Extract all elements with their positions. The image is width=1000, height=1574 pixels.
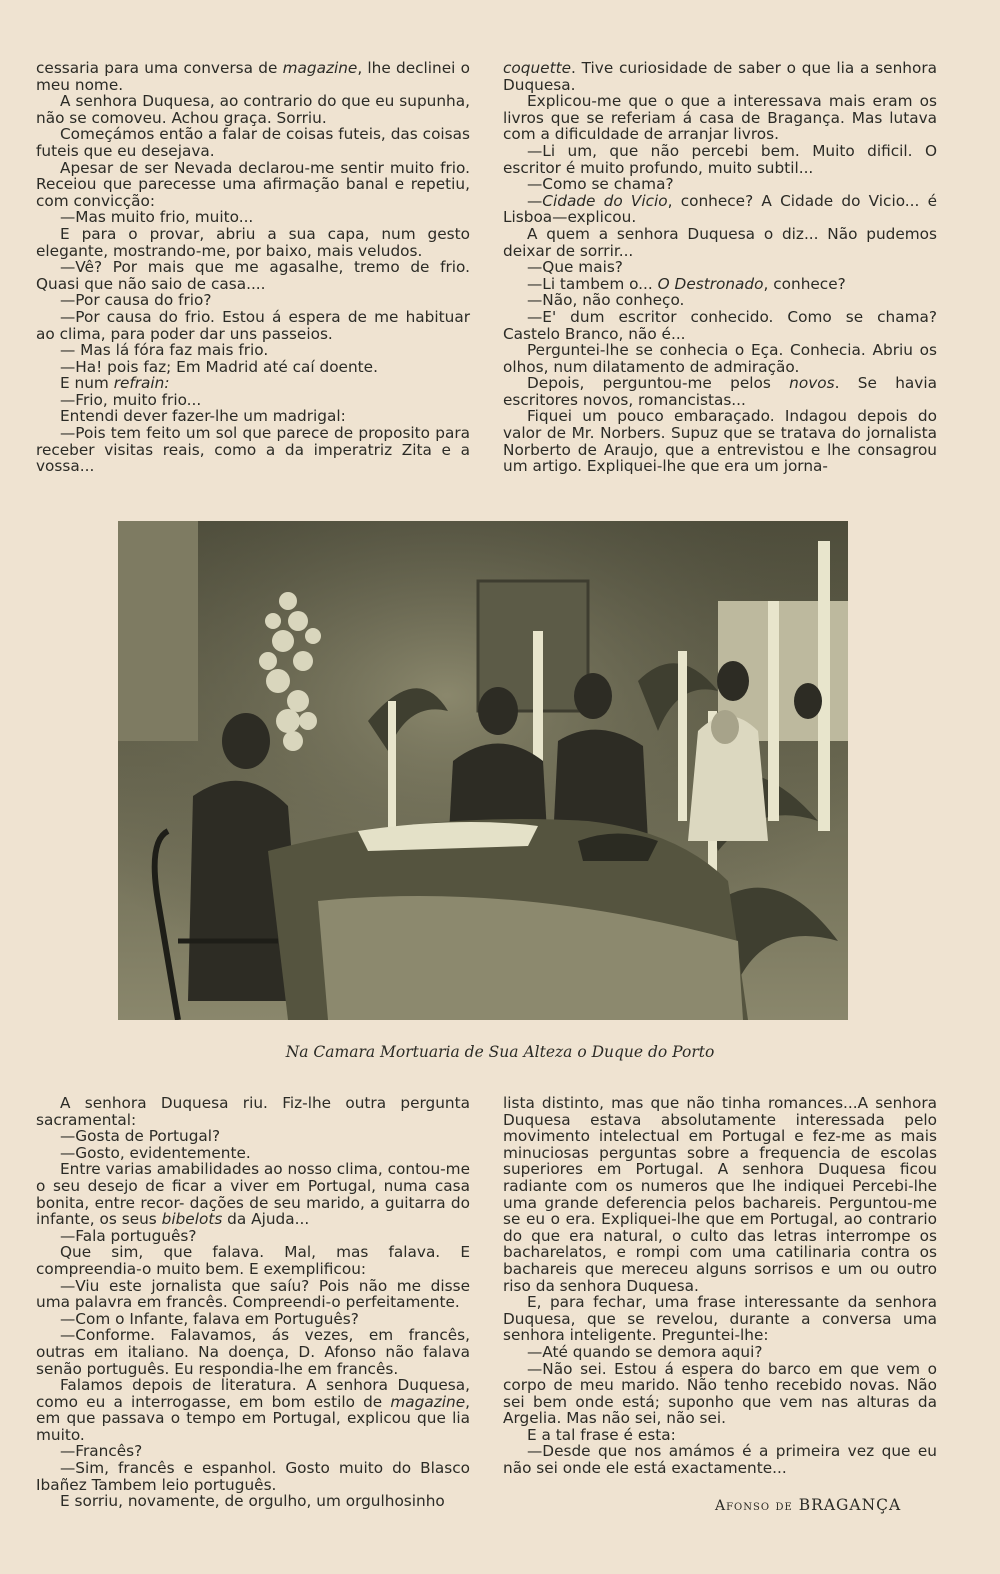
- paragraph: [36, 1095, 470, 1128]
- text-column-bottom-left: [36, 1095, 470, 1510]
- paragraph-text: —Que mais?: [527, 258, 623, 277]
- paragraph: [36, 375, 470, 392]
- paragraph: [36, 1327, 470, 1377]
- italic-term: magazine: [390, 1392, 466, 1411]
- paragraph-text-tail: , lhe declinei o meu nome.: [36, 59, 470, 94]
- paragraph: [503, 1344, 937, 1361]
- paragraph-text: —Pois tem feito um sol que parece de proposito para receber visitas reais, como a da imperatriz Zita e a vossa...: [36, 424, 470, 476]
- paragraph-text: —Li um, que não percebi bem. Muito dificil. O escritor é muito profundo, muito subtil...: [503, 141, 937, 177]
- paragraph-text: Começámos então a falar de coisas futeis, das coisas futeis que eu desejava.: [36, 125, 470, 160]
- paragraph: [503, 176, 937, 193]
- paragraph-text: Depois, perguntou-me pelos: [527, 374, 790, 393]
- text-column-top-left: [36, 60, 470, 475]
- text-column-bottom-right: [503, 1095, 937, 1477]
- paragraph-text: —Como se chama?: [527, 175, 674, 194]
- paragraph: [36, 226, 470, 259]
- paragraph: [36, 392, 470, 409]
- paragraph: [36, 1128, 470, 1145]
- paragraph: [36, 1460, 470, 1493]
- italic-term: magazine: [282, 59, 358, 77]
- italic-term: Cidade do Vicio: [542, 191, 668, 210]
- author-signature: [715, 1496, 901, 1514]
- paragraph-text-tail: da Ajuda...: [222, 1210, 310, 1229]
- paragraph: [36, 1228, 470, 1245]
- paragraph-text: —Por causa do frio. Estou á espera de me habituar ao clima, para poder dar uns passeios.: [36, 307, 470, 343]
- text-column-top-right: [503, 60, 937, 475]
- paragraph: [36, 1145, 470, 1162]
- italic-term: O Destronado: [657, 274, 764, 293]
- paragraph-text: —Ha! pois faz; Em Madrid até caí doente.: [60, 357, 378, 376]
- paragraph: [503, 1294, 937, 1344]
- paragraph: [36, 160, 470, 210]
- paragraph-text: E para o provar, abriu a sua capa, num gesto elegante, mostrando-me, por baixo, mais veludos.: [36, 224, 470, 260]
- paragraph-text: —Desde que nos amámos é a primeira vez que eu não sei onde ele está exactamente...: [503, 1442, 937, 1478]
- paragraph: [503, 259, 937, 276]
- paragraph: [36, 359, 470, 376]
- paragraph-text: Falamos depois de literatura. A senhora Duquesa, como eu a interrogasse, em bom estilo de: [36, 1376, 470, 1411]
- paragraph: [36, 93, 470, 126]
- paragraph: [36, 1493, 470, 1510]
- paragraph-text: —Mas muito frio, muito...: [60, 208, 254, 227]
- paragraph: [36, 309, 470, 342]
- paragraph: [503, 1361, 937, 1427]
- paragraph: [503, 1427, 937, 1444]
- paragraph-text: A quem a senhora Duquesa o diz... Não pudemos deixar de sorrir...: [503, 224, 937, 260]
- paragraph: [503, 292, 937, 309]
- paragraph: [36, 408, 470, 425]
- italic-term: coquette: [503, 59, 571, 77]
- paragraph-text: E, para fechar, uma frase interessante da senhora Duquesa, que se revelou, durante a conversa uma senhora inteligente. Preguntei-lhe:: [503, 1293, 937, 1345]
- paragraph-text: E num: [60, 374, 114, 393]
- paragraph-text: —Não sei. Estou á espera do barco em que vem o corpo de meu marido. Não tenho recebido novas. Não sei bem onde está; suponho que vem nas alturas da Argelia. Mas não sei, não sei.: [503, 1359, 937, 1428]
- paragraph-text: lista distinto, mas que não tinha romances...A senhora Duquesa estava absolutamente interessada pelo movimento intelectual em Portugal e fez-me as mais minuciosas perguntas sobre a frequencia de escolas superiores em Portugal. A senhora Duquesa ficou radiante com os numeros que lhe indiquei Percebi-lhe uma grande deferencia pelos bachareis. Perguntou-me se eu o era. Expliquei-lhe que em Portugal, ao contrario do que era natural, o culto das letras interrompe os bacharelatos, e rompi com uma catilinaria contra os bachareis que mereceu alguns sorrisos e um ou outro riso da senhora Duquesa.: [503, 1094, 937, 1295]
- paragraph-text: —: [527, 191, 543, 210]
- paragraph-text: —Viu este jornalista que saíu? Pois não me disse uma palavra em francês. Compreendi-o perfeitamente.: [36, 1276, 470, 1312]
- paragraph: [503, 1095, 937, 1294]
- photo-illustration: [118, 521, 848, 1020]
- paragraph: [36, 1377, 470, 1443]
- paragraph: [36, 1161, 470, 1227]
- paragraph-text: cessaria para uma conversa de: [36, 59, 283, 77]
- paragraph-text: —Por causa do frio?: [60, 291, 212, 310]
- paragraph: [503, 408, 937, 474]
- paragraph: [36, 1278, 470, 1311]
- paragraph: [36, 126, 470, 159]
- paragraph: [36, 342, 470, 359]
- paragraph-text-tail: . Tive curiosidade de saber o que lia a senhora Duquesa.: [503, 59, 937, 94]
- photograph-mortuary-chamber: [118, 521, 848, 1020]
- paragraph: [36, 1311, 470, 1328]
- paragraph: [36, 1244, 470, 1277]
- paragraph-text: —Fala português?: [60, 1226, 197, 1245]
- paragraph: [503, 93, 937, 143]
- paragraph: [503, 342, 937, 375]
- paragraph: [503, 309, 937, 342]
- paragraph: [503, 60, 937, 93]
- photo-caption: Na Camara Mortuaria de Sua Alteza o Duque do Porto: [285, 1043, 715, 1061]
- paragraph-text: —Vê? Por mais que me agasalhe, tremo de frio. Quasi que não saio de casa....: [36, 258, 470, 293]
- paragraph-text: A senhora Duquesa, ao contrario do que eu supunha, não se comoveu. Achou graça. Sorriu.: [36, 92, 470, 127]
- paragraph-text-tail: , conhece?: [763, 274, 846, 293]
- paragraph-text: —Francês?: [60, 1442, 143, 1461]
- paragraph-text: Fiquei um pouco embaraçado. Indagou depois do valor de Mr. Norbers. Supuz que se tratava do jornalista Norberto de Araujo, que a entrevistou e lhe consagrou um artigo. Expliquei-lhe que era um jorna-: [503, 407, 937, 476]
- paragraph-text: —Frio, muito frio...: [60, 390, 202, 409]
- paragraph-text: —Até quando se demora aqui?: [527, 1342, 763, 1361]
- italic-term: bibelots: [161, 1210, 223, 1229]
- paragraph: [503, 193, 937, 226]
- italic-term: refrain:: [113, 374, 170, 393]
- paragraph: [36, 259, 470, 292]
- paragraph-text: Que sim, que falava. Mal, mas falava. E compreendia-o muito bem. E exemplificou:: [36, 1243, 470, 1278]
- paragraph: [503, 226, 937, 259]
- paragraph-text: —Com o Infante, falava em Português?: [60, 1309, 359, 1328]
- paragraph-text: Entendi dever fazer-lhe um madrigal:: [60, 407, 346, 426]
- paragraph-text: E sorriu, novamente, de orgulho, um orgulhosinho: [60, 1492, 445, 1511]
- paragraph-text: A senhora Duquesa riu. Fiz-lhe outra pergunta sacramental:: [36, 1094, 470, 1129]
- paragraph-text: Entre varias amabilidades ao nosso clima, contou-me o seu desejo de ficar a viver em Portugal, numa casa bonita, entre recor- dações de seu marido, a guitarra do infante, os seus: [36, 1160, 470, 1229]
- paragraph-text: —Gosta de Portugal?: [60, 1127, 221, 1146]
- paragraph-text-tail: . Se havia escritores novos, romancistas...: [503, 374, 937, 409]
- paragraph-text: —E' dum escritor conhecido. Como se chama? Castelo Branco, não é...: [503, 307, 937, 343]
- paragraph-text-tail: , conhece? A Cidade do Vicio... é Lisboa—explicou.: [503, 191, 937, 227]
- paragraph-text: — Mas lá fóra faz mais frio.: [60, 341, 269, 360]
- paragraph-text: —Sim, francês e espanhol. Gosto muito do Blasco Ibañez Tambem leio português.: [36, 1459, 470, 1494]
- paragraph: [36, 60, 470, 93]
- paragraph: [36, 425, 470, 475]
- paragraph-text: —Gosto, evidentemente.: [60, 1143, 251, 1162]
- paragraph: [503, 143, 937, 176]
- italic-term: novos: [789, 374, 835, 393]
- paragraph-text: —Conforme. Falavamos, ás vezes, em francês, outras em italiano. Na doença, D. Afonso não falava senão português. Eu respondia-lhe em francês.: [36, 1326, 470, 1378]
- paragraph: [503, 276, 937, 293]
- paragraph: [36, 209, 470, 226]
- paragraph: [503, 1443, 937, 1476]
- signature-last: BRAGANÇA: [798, 1496, 902, 1514]
- paragraph-text: Perguntei-lhe se conhecia o Eça. Conhecia. Abriu os olhos, num dilatamento de admiração.: [503, 341, 937, 376]
- paragraph: [36, 1443, 470, 1460]
- paragraph-text: E a tal frase é esta:: [527, 1425, 676, 1444]
- paragraph-text: —Li tambem o...: [527, 274, 658, 293]
- paragraph: [36, 292, 470, 309]
- paragraph: [503, 375, 937, 408]
- signature-first: Afonso de: [715, 1498, 793, 1514]
- paragraph-text-tail: , em que passava o tempo em Portugal, explicou que lia muito.: [36, 1392, 470, 1444]
- paragraph-text: Apesar de ser Nevada declarou-me sentir muito frio. Receiou que parecesse uma afirmação banal e repetiu, com convicção:: [36, 158, 470, 210]
- paragraph-text: —Não, não conheço.: [527, 291, 685, 310]
- paragraph-text: Explicou-me que o que a interessava mais eram os livros que se referiam á casa de Bragança. Mas lutava com a dificuldade de arranjar livros.: [503, 92, 937, 144]
